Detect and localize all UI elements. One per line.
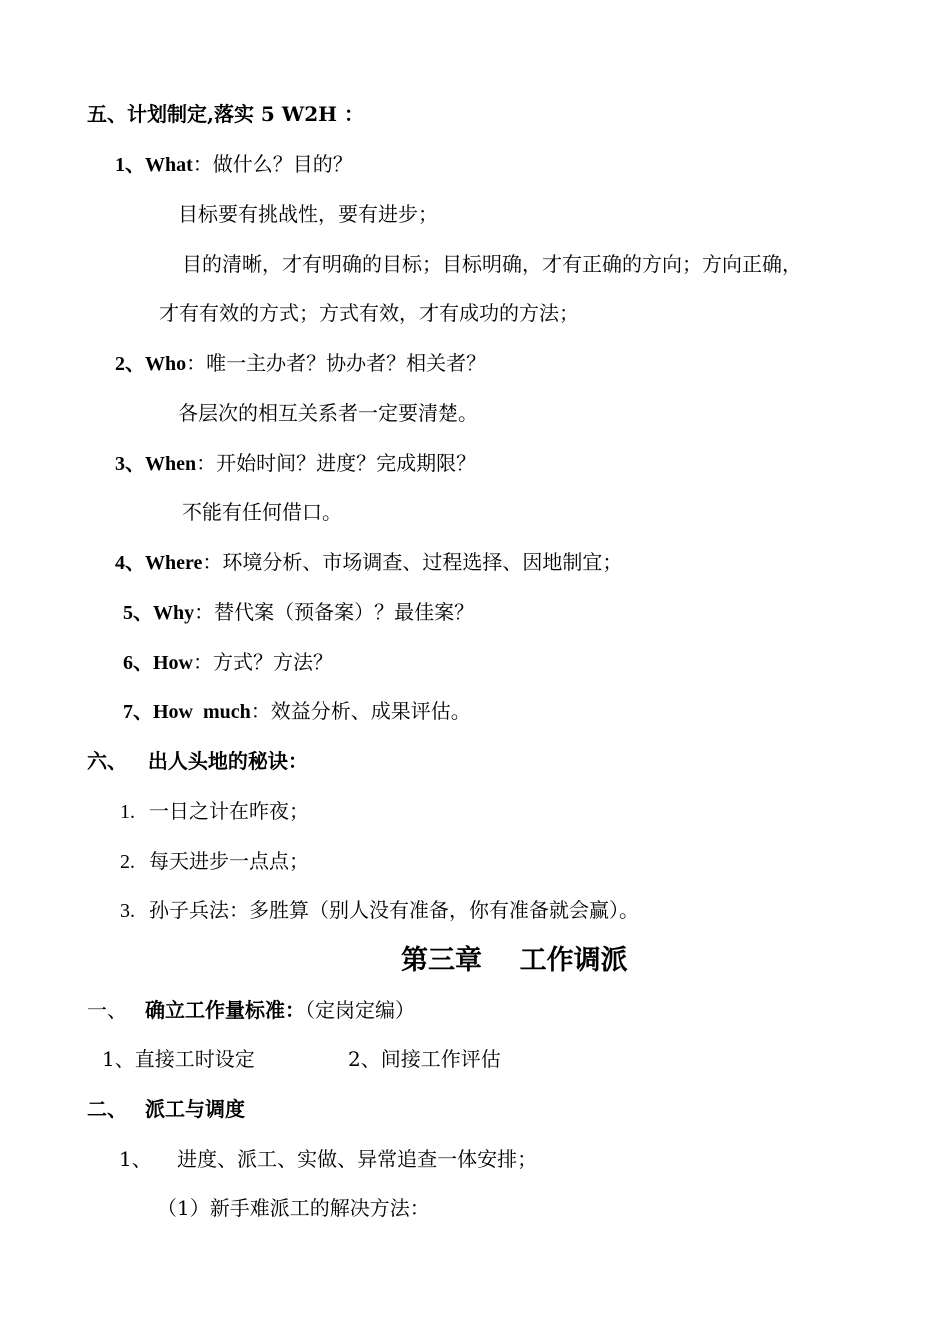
chapter-title: 第三章 工作调派: [401, 945, 628, 976]
w2h-item-where: [115, 549, 622, 576]
item-label: 4、Where: [115, 552, 203, 574]
secret-item-2: [120, 848, 309, 875]
w2h-item-when: [115, 450, 476, 477]
item-text: 孙子兵法：多胜算（别人没有准备，你有准备就会赢）。: [149, 898, 639, 922]
what-note-3: 才有有效的方式；方式有效，才有成功的方法；: [159, 301, 579, 325]
section-note: （定岗定编）: [305, 998, 415, 1022]
dispatch-item-1: 1、 进度、派工、实做、异常追查一体安排；: [119, 1147, 538, 1171]
w2h-item-what: [115, 151, 353, 178]
item-text: 唯一主办者？协办者？相关者？: [206, 351, 487, 375]
dispatch-subitem-1: （1）新手难派工的解决方法：: [157, 1196, 430, 1220]
what-note-2: 目的清晰，才有明确的目标；目标明确，才有正确的方向；方向正确，: [182, 252, 802, 276]
item-colon: ：: [186, 351, 207, 375]
item-text: 开始时间？进度？完成期限？: [216, 451, 477, 475]
w2h-item-why: [123, 599, 474, 626]
section-num: 二、: [87, 1097, 127, 1121]
item-colon: ：: [250, 699, 271, 723]
item-text: 每天进步一点点；: [149, 849, 309, 873]
section-num: 一、: [87, 998, 127, 1022]
item-text: 一日之计在昨夜；: [149, 799, 309, 823]
section-6-heading: 六、 出人头地的秘诀：: [87, 749, 308, 773]
item-label: 5、Why: [123, 602, 195, 624]
item-label: 3、When: [115, 453, 197, 475]
workload-item-2: 2、间接工作评估: [348, 1047, 501, 1071]
item-text: 效益分析、成果评估。: [270, 699, 471, 723]
item-num: 2.: [120, 851, 135, 873]
item-colon: ：: [202, 550, 223, 574]
section-title: 确立工作量标准：: [145, 998, 305, 1022]
w2h-item-how-much: [123, 698, 471, 725]
item-label: 1、What: [115, 154, 193, 176]
item-text: 方式？方法？: [213, 650, 333, 674]
item-num: 3.: [120, 900, 135, 922]
item-colon: ：: [196, 451, 217, 475]
item-label: 6、How: [123, 652, 193, 674]
secret-item-3: [120, 897, 639, 924]
workload-item-1: 1、直接工时设定: [102, 1047, 255, 1071]
item-label: 7、How much: [123, 701, 251, 723]
chapter-section-2: [87, 1096, 245, 1122]
w2h-item-how: [123, 649, 333, 676]
item-num: 1.: [120, 801, 135, 823]
item-text: 做什么？目的？: [212, 152, 353, 176]
item-text: 替代案（预备案）？最佳案？: [214, 600, 475, 624]
section-title: 派工与调度: [145, 1097, 245, 1121]
section-5-heading: 五、计划制定,落实 5 W2H ：: [87, 102, 365, 126]
secret-item-1: [120, 798, 309, 825]
when-note: 不能有任何借口。: [182, 500, 342, 524]
item-colon: ：: [193, 650, 213, 674]
who-note: 各层次的相互关系者一定要清楚。: [178, 401, 478, 425]
w2h-item-who: [115, 350, 486, 377]
item-label: 2、Who: [115, 353, 187, 375]
what-note-1: 目标要有挑战性，要有进步；: [178, 202, 438, 226]
item-text: 环境分析、市场调查、过程选择、因地制宜；: [222, 550, 623, 574]
item-colon: ：: [192, 152, 213, 176]
chapter-section-1: [87, 997, 415, 1023]
item-colon: ：: [194, 600, 215, 624]
